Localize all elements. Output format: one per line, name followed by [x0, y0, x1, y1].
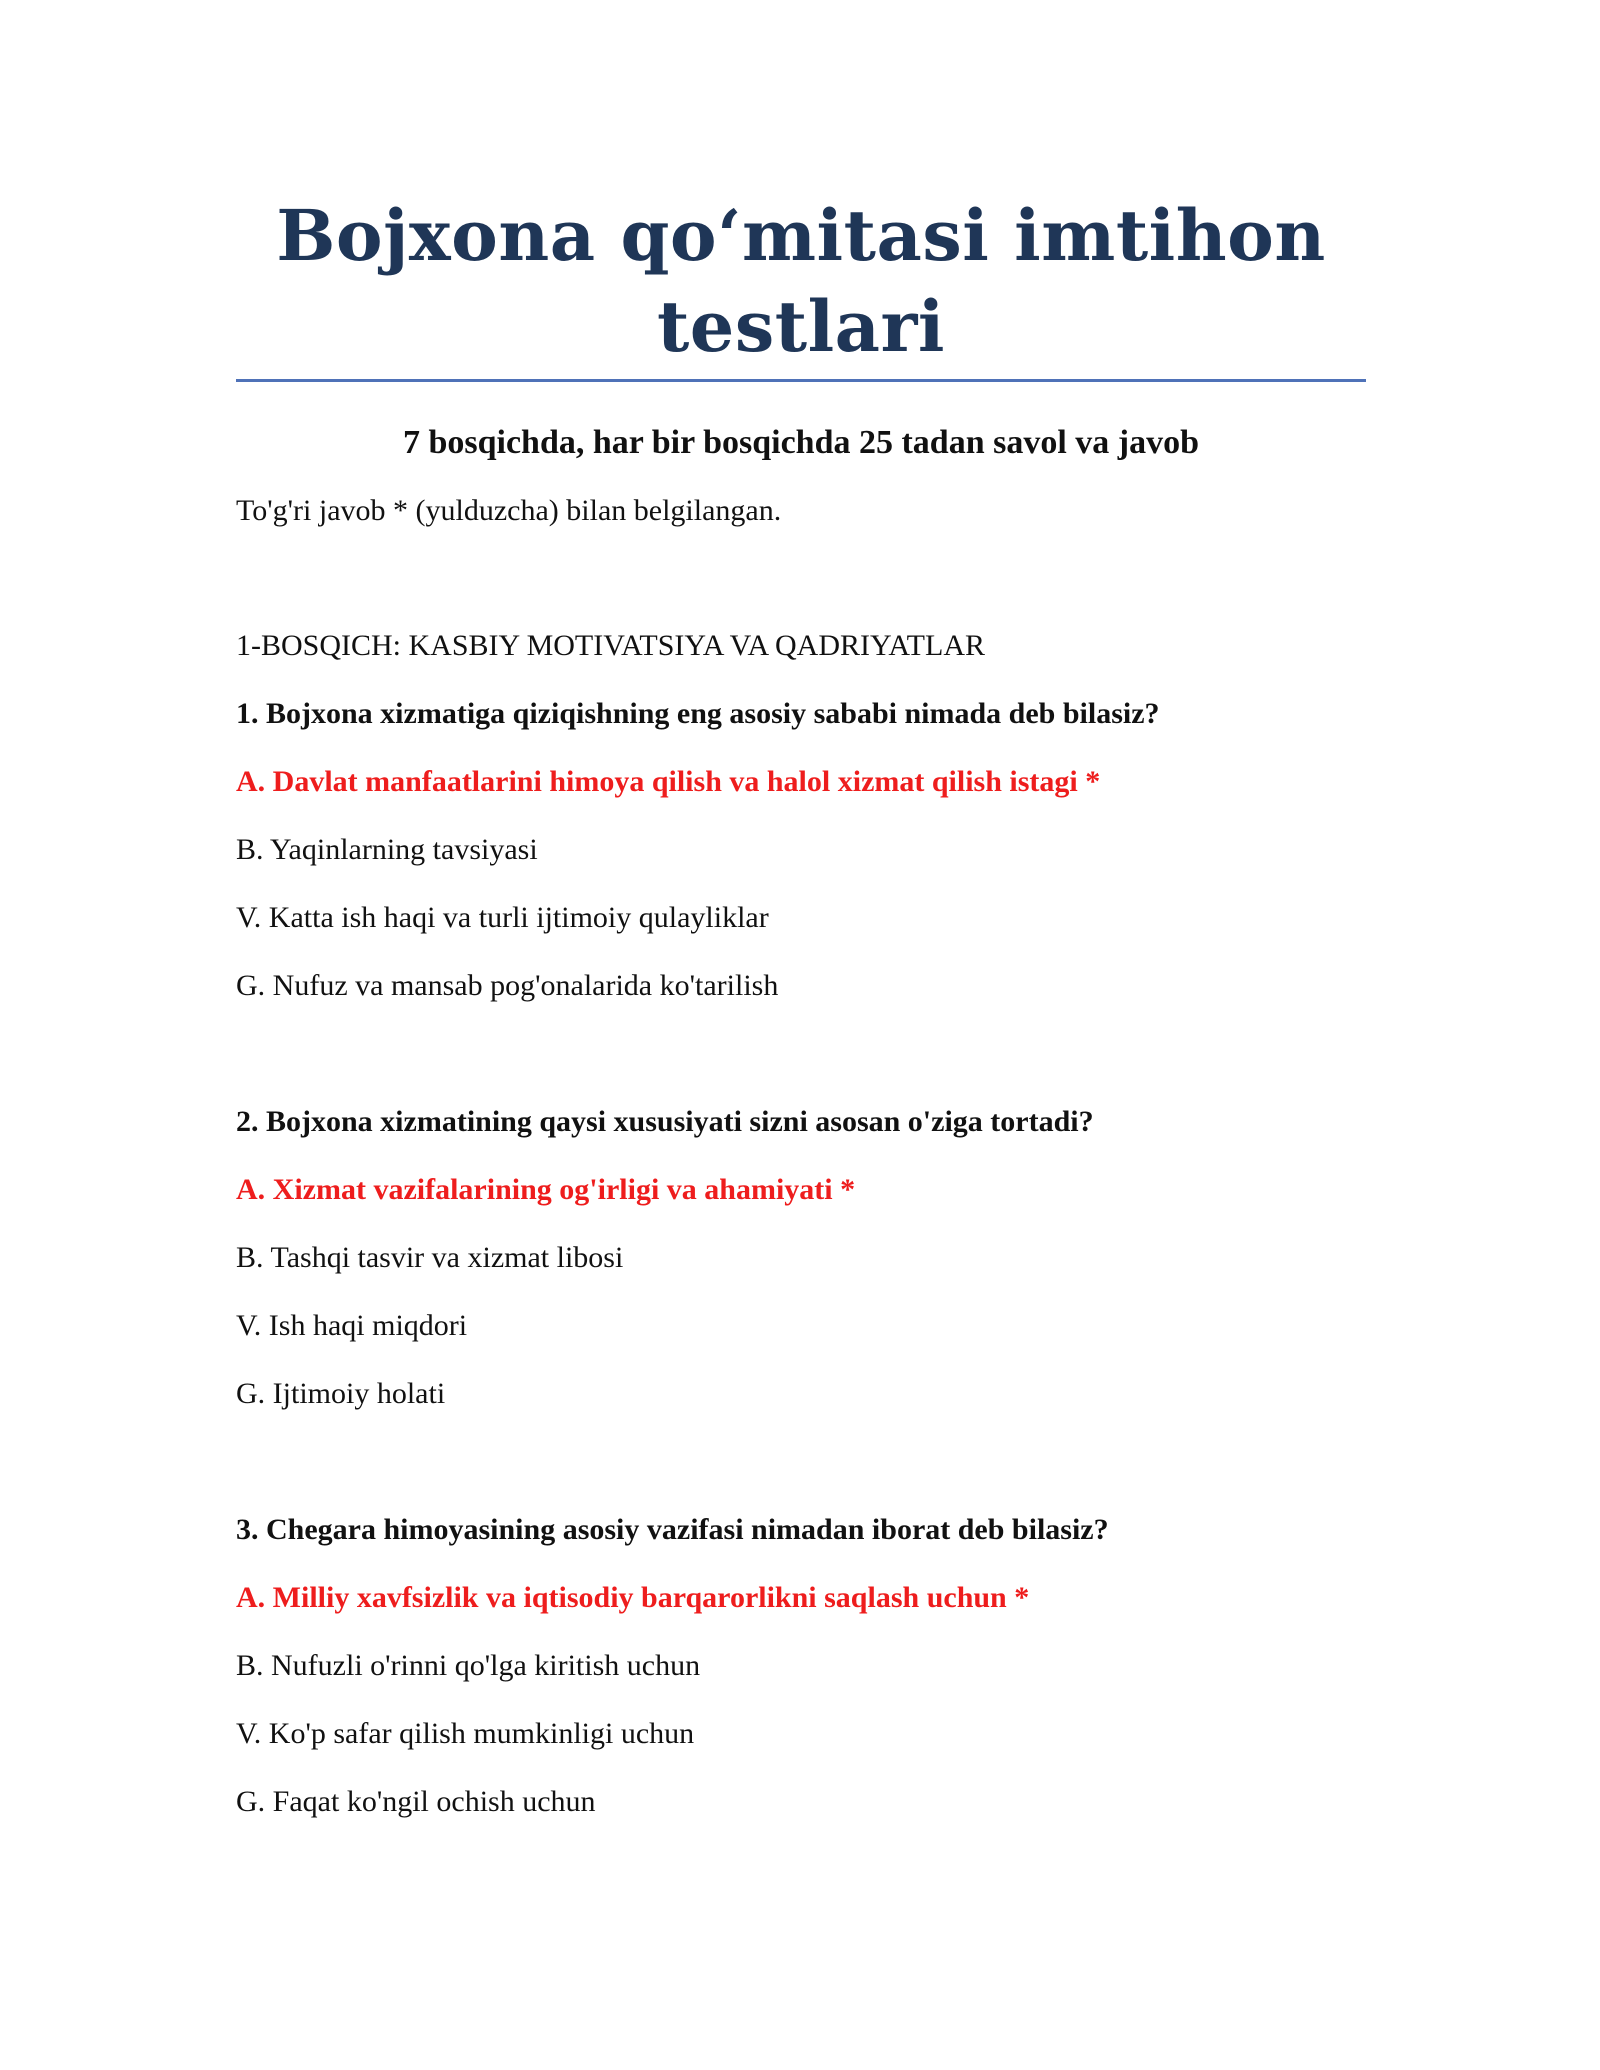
answer-option: B. Yaqinlarning tavsiyasi	[236, 833, 538, 866]
question-block-3	[236, 1511, 1366, 1821]
document-subtitle: 7 bosqichda, har bir bosqichda 25 tadan savol va javob	[402, 424, 1200, 461]
answer-option: V. Katta ish haqi va turli ijtimoiy qulayliklar	[236, 901, 769, 934]
document-title-line-2: testlari	[656, 285, 946, 368]
document-title	[236, 190, 1366, 372]
answer-option: B. Tashqi tasvir va xizmat libosi	[236, 1241, 624, 1274]
document-title-line-1: Bojxona qo‘mitasi imtihon	[276, 194, 1326, 277]
question-block-2	[236, 1103, 1366, 1413]
answer-option-correct: A. Davlat manfaatlarini himoya qilish va halol xizmat qilish istagi *	[236, 765, 1101, 798]
answer-option: V. Ko'p safar qilish mumkinligi uchun	[236, 1717, 695, 1750]
document-content	[236, 190, 1366, 1821]
answer-key-note: To'g'ri javob * (yulduzcha) bilan belgilangan.	[236, 494, 782, 527]
question-text: 2. Bojxona xizmatining qaysi xususiyati sizni asosan o'ziga tortadi?	[236, 1105, 1094, 1138]
answer-option: G. Faqat ko'ngil ochish uchun	[236, 1785, 596, 1818]
answer-option: B. Nufuzli o'rinni qo'lga kiritish uchun	[236, 1649, 701, 1682]
question-text: 1. Bojxona xizmatiga qiziqishning eng asosiy sababi nimada deb bilasiz?	[236, 697, 1160, 730]
answer-option: V. Ish haqi miqdori	[236, 1309, 468, 1342]
question-block-1	[236, 695, 1366, 1005]
answer-option: G. Ijtimoiy holati	[236, 1377, 446, 1410]
answer-option-correct: A. Milliy xavfsizlik va iqtisodiy barqarorlikni saqlash uchun *	[236, 1581, 1030, 1614]
answer-option: G. Nufuz va mansab pog'onalarida ko'tarilish	[236, 969, 779, 1002]
section-heading: 1-BOSQICH: KASBIY MOTIVATSIYA VA QADRIYATLAR	[236, 629, 985, 662]
question-text: 3. Chegara himoyasining asosiy vazifasi nimadan iborat deb bilasiz?	[236, 1513, 1109, 1546]
title-divider	[236, 379, 1366, 382]
answer-option-correct: A. Xizmat vazifalarining og'irligi va ahamiyati *	[236, 1173, 856, 1206]
